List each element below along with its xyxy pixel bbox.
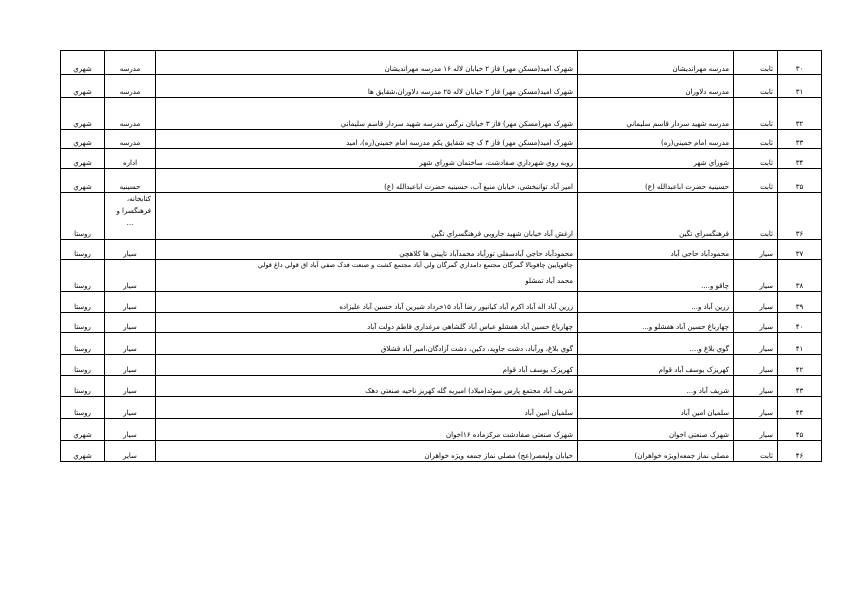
location-name: چهارباغ حسين آباد هفشلو و... [578,313,734,333]
row-number: ۴۳ [778,376,822,397]
location-type: مدرسه [105,130,156,149]
location-address: شهرک مهر(مسکن مهر) فاز ۳ خيابان نرگس مدرسه شهيد سردار قاسم سليماني [156,98,578,130]
row-number: ۴۵ [778,419,822,441]
table-row [61,333,822,355]
location-type: سيار [105,419,156,441]
station-kind: ثابت [734,441,778,462]
table-row [61,130,822,149]
station-kind: سيار [734,397,778,419]
location-name: مصلي نماز جمعه(ويژه خواهران) [578,441,734,462]
location-type: سيار [105,292,156,313]
location-type: حسينيه [105,169,156,193]
table-row [61,149,822,169]
location-address: زرين آباد اله آباد اکرم آباد کيانپور رضا آباد ۱۵خرداد شيرين آباد حسين آباد عليزاده [156,292,578,313]
area-type: روستا [61,397,105,419]
station-kind: سيار [734,313,778,333]
station-kind: ثابت [734,149,778,169]
table-row [61,193,822,240]
location-name: مدرسه شهيد سردار قاسم سليماني [578,98,734,130]
location-address: شهرک اميد(مسکن مهر) فاز ۲ خيابان لاله ۲۵ مدرسه دلاوران،شقايق ها [156,75,578,98]
location-type-line: ... [126,219,134,227]
area-type: روستا [61,260,105,292]
area-type: روستا [61,240,105,260]
row-number: ۳۰ [778,51,822,75]
area-type: شهري [61,149,105,169]
location-type: مدرسه [105,51,156,75]
station-kind: سيار [734,292,778,313]
area-type: شهري [61,441,105,462]
table-row [61,419,822,441]
row-number: ۳۷ [778,240,822,260]
location-address: سلميان امين آباد [156,397,578,419]
row-number: ۳۳ [778,130,822,149]
location-type: مدرسه [105,98,156,130]
location-type-line: کتابخانه، [126,195,151,203]
station-kind: سيار [734,419,778,441]
table-row [61,441,822,462]
table-row [61,313,822,333]
area-type: شهري [61,75,105,98]
location-name: زرين آباد و... [578,292,734,313]
location-type: سيار [105,240,156,260]
row-number: ۴۴ [778,397,822,419]
address-line: محمد آباد تمشلو [525,277,573,285]
locations-table [60,50,822,462]
table-row [61,51,822,75]
location-address: ارغش آباد خيابان شهيد جاروبي فرهنگسراي تگين [156,193,578,240]
area-type: روستا [61,376,105,397]
row-number: ۳۲ [778,98,822,130]
table-row [61,169,822,193]
table-row [61,292,822,313]
station-kind: سيار [734,376,778,397]
location-type: سيار [105,397,156,419]
row-number: ۴۱ [778,333,822,355]
location-name: کهريزک يوسف آباد قوام [578,355,734,376]
table-row [61,376,822,397]
table-body [61,51,822,462]
area-type: روستا [61,193,105,240]
station-kind: سيار [734,333,778,355]
location-address: روبه روي شهرداري صفادشت، ساختمان شوراي شهر [156,149,578,169]
station-kind: ثابت [734,130,778,149]
table-row [61,75,822,98]
location-address [156,260,578,292]
location-name: شهرک صنعتي اخوان [578,419,734,441]
row-number: ۳۹ [778,292,822,313]
location-address: شريف آباد مجتمع پارس سوئد(ميلاد) اميريه گله کهريز ناحيه صنعتي دهک [156,376,578,397]
table-row [61,98,822,130]
location-type [105,193,156,240]
table-row [61,260,822,292]
location-name: شريف آباد و... [578,376,734,397]
location-type: مدرسه [105,75,156,98]
location-name: شوراي شهر [578,149,734,169]
location-address: کهريزک يوسف آباد قوام [156,355,578,376]
location-name: مدرسه دلاوران [578,75,734,98]
location-name: حسينيه حضرت اباعبدالله (ع) [578,169,734,193]
table-row [61,397,822,419]
table-row [61,355,822,376]
row-number: ۴۲ [778,355,822,376]
row-number: ۳۵ [778,169,822,193]
location-type: سيار [105,313,156,333]
area-type: روستا [61,333,105,355]
location-name: مدرسه امام خميني(ره) [578,130,734,149]
station-kind: سيار [734,240,778,260]
location-name: فرهنگسراي تگين [578,193,734,240]
location-address: امير آباد توانبخشي، خيابان منبع آب، حسينيه حضرت اباعبدالله (ع) [156,169,578,193]
location-name: گوي بلاغ و.... [578,333,734,355]
table-row [61,240,822,260]
location-type: سيار [105,355,156,376]
location-address: محمودآباد حاجي آبادسفلي تورآباد محمدآباد تاپيني ها کلاهچي [156,240,578,260]
station-kind: ثابت [734,169,778,193]
area-type: شهري [61,51,105,75]
area-type: شهري [61,419,105,441]
station-kind: ثابت [734,51,778,75]
address-line: چاقوپايين چاقوبالا گمرگان مجتمع دامداري گمرگان ولي آباد مجتمع کشت و صنعت فدک صفي آباد اق قولي داغ قولي [257,261,573,269]
location-name: محمودآباد حاجي آباد [578,240,734,260]
location-name: سلميان امين آباد [578,397,734,419]
area-type: روستا [61,292,105,313]
location-name: مدرسه مهرانديشان [578,51,734,75]
location-type-line: فرهنگسرا و [116,207,151,215]
location-address: خيابان وليعصر(عج) مصلي نماز جمعه ويژه خواهران [156,441,578,462]
row-number: ۳۶ [778,193,822,240]
location-type: سيار [105,376,156,397]
station-kind: ثابت [734,98,778,130]
area-type: روستا [61,355,105,376]
location-type: ساير [105,441,156,462]
location-address: گوي بلاغ، ورآباد، دشت جاويد، دکين، دشت آزادگان،امير آباد قشلاق [156,333,578,355]
station-kind: سيار [734,260,778,292]
location-type: سيار [105,333,156,355]
location-address: شهرک صنعتي صفادشت مرکزماده ۱۶اخوان [156,419,578,441]
row-number: ۳۱ [778,75,822,98]
location-type: سيار [105,260,156,292]
area-type: روستا [61,313,105,333]
station-kind: ثابت [734,75,778,98]
row-number: ۴۶ [778,441,822,462]
location-address: شهرک اميد(مسکن مهر) فاز ۴ ک چه شقايق يکم مدرسه امام خميني(ره)، اميد [156,130,578,149]
area-type: شهري [61,130,105,149]
location-address: شهرک اميد(مسکن مهر) فاز ۲ خيابان لاله ۱۶ مدرسه مهرانديشان [156,51,578,75]
area-type: شهري [61,169,105,193]
row-number: ۴۰ [778,313,822,333]
location-address: چهارباغ حسين آباد هفشلو عباس آباد گلشاهي مرغداري قاطم دولت آباد [156,313,578,333]
station-kind: سيار [734,355,778,376]
area-type: شهري [61,98,105,130]
row-number: ۳۸ [778,260,822,292]
location-name: چاقو و.... [578,260,734,292]
location-type: اداره [105,149,156,169]
station-kind: ثابت [734,193,778,240]
row-number: ۳۴ [778,149,822,169]
